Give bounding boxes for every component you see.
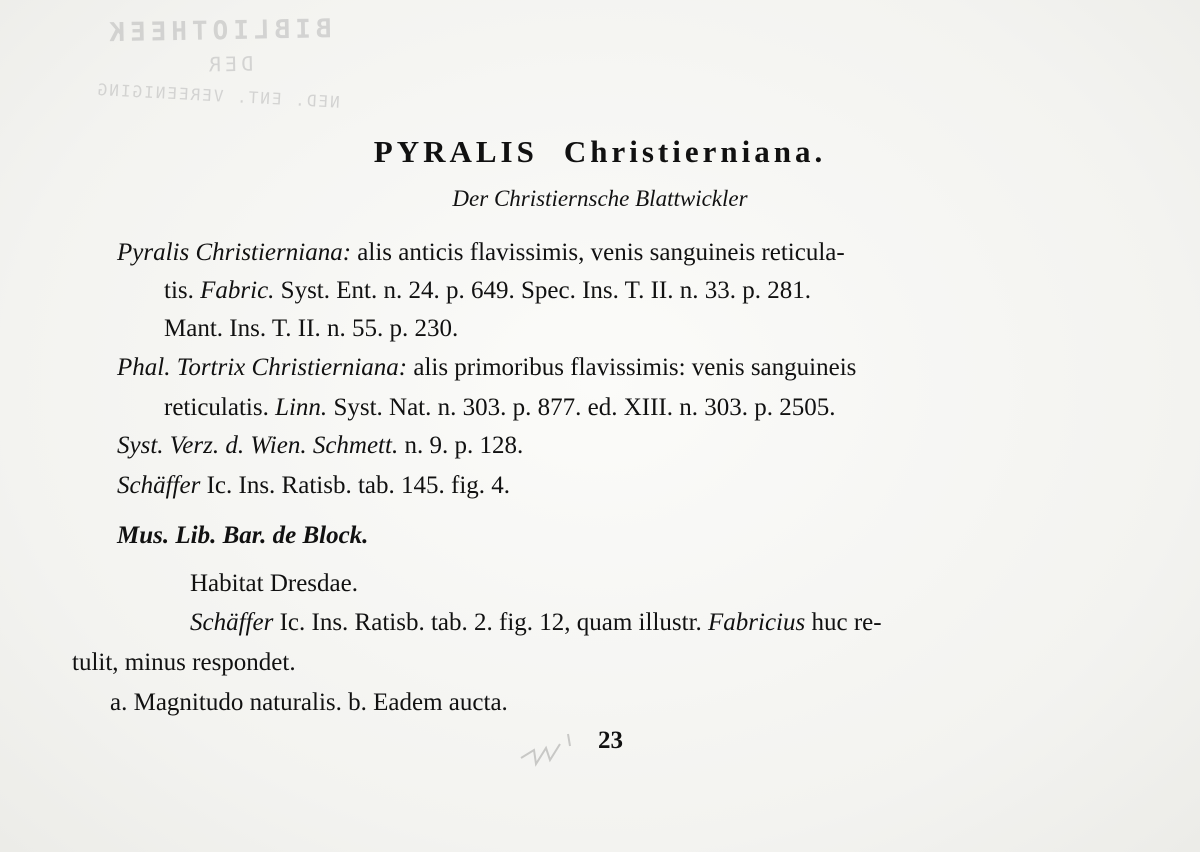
title-genus: PYRALIS bbox=[373, 134, 538, 169]
figure-caption: a. Magnitudo naturalis. b. Eadem aucta. bbox=[110, 689, 508, 716]
entry-2-author: Linn. bbox=[275, 394, 328, 421]
stamp-line-2: DER bbox=[204, 51, 254, 77]
page-number: 23 bbox=[598, 727, 623, 754]
note-text-1: Ic. Ins. Ratisb. tab. 2. fig. 12, quam illustr. bbox=[273, 609, 709, 636]
entry-1-description: alis anticis flavissimis, venis sanguineis reticula- bbox=[351, 239, 845, 266]
note-author-2: Fabricius bbox=[708, 609, 806, 636]
note-author-1: Schäffer bbox=[190, 609, 274, 636]
stamp-line-3: NED. ENT. VEREENIGING bbox=[95, 79, 341, 112]
entry-2-line-2 bbox=[164, 393, 836, 423]
title-species: Christierniana. bbox=[563, 134, 827, 169]
stamp-line-1: BIBLIOTHEEK bbox=[104, 14, 332, 49]
entry-4-author: Schäffer bbox=[117, 472, 201, 499]
library-stamp bbox=[94, 10, 376, 125]
entry-3-reference: n. 9. p. 128. bbox=[398, 432, 524, 459]
entry-2-line-1 bbox=[117, 353, 856, 383]
entry-5: Mus. Lib. Bar. de Block. bbox=[117, 522, 369, 549]
habitat-line: Habitat Dresdae. bbox=[190, 570, 358, 597]
page-subtitle: Der Christiernsche Blattwickler bbox=[452, 186, 748, 211]
note-line-2: tulit, minus respondet. bbox=[72, 649, 296, 676]
entry-2-name: Phal. Tortrix Christierniana: bbox=[117, 354, 408, 381]
entry-1-author: Fabric. bbox=[200, 277, 275, 304]
entry-2-description: alis primoribus flavissimis: venis sanguineis bbox=[407, 354, 857, 381]
note-line-1 bbox=[190, 608, 882, 638]
entry-4 bbox=[117, 471, 510, 501]
entry-1-line-2-start: tis. bbox=[164, 277, 201, 304]
entry-2-line-2-start: reticulatis. bbox=[164, 394, 276, 421]
entry-3-source: Syst. Verz. d. Wien. Schmett. bbox=[117, 432, 399, 459]
entry-3 bbox=[117, 431, 523, 461]
entry-1-line-2 bbox=[164, 276, 811, 306]
entry-4-reference: Ic. Ins. Ratisb. tab. 145. fig. 4. bbox=[200, 472, 511, 499]
entry-1-reference: Syst. Ent. n. 24. p. 649. Spec. Ins. T. II. n. 33. p. 281. bbox=[274, 277, 811, 304]
ink-smudge bbox=[516, 730, 576, 770]
entry-1-line-3: Mant. Ins. T. II. n. 55. p. 230. bbox=[164, 315, 459, 342]
entry-1-line-1 bbox=[117, 238, 845, 268]
entry-2-reference: Syst. Nat. n. 303. p. 877. ed. XIII. n. 303. p. 2505. bbox=[327, 394, 836, 421]
page-title bbox=[0, 134, 1200, 170]
entry-1-name: Pyralis Christierniana: bbox=[117, 239, 352, 266]
note-text-2: huc re- bbox=[805, 609, 882, 636]
